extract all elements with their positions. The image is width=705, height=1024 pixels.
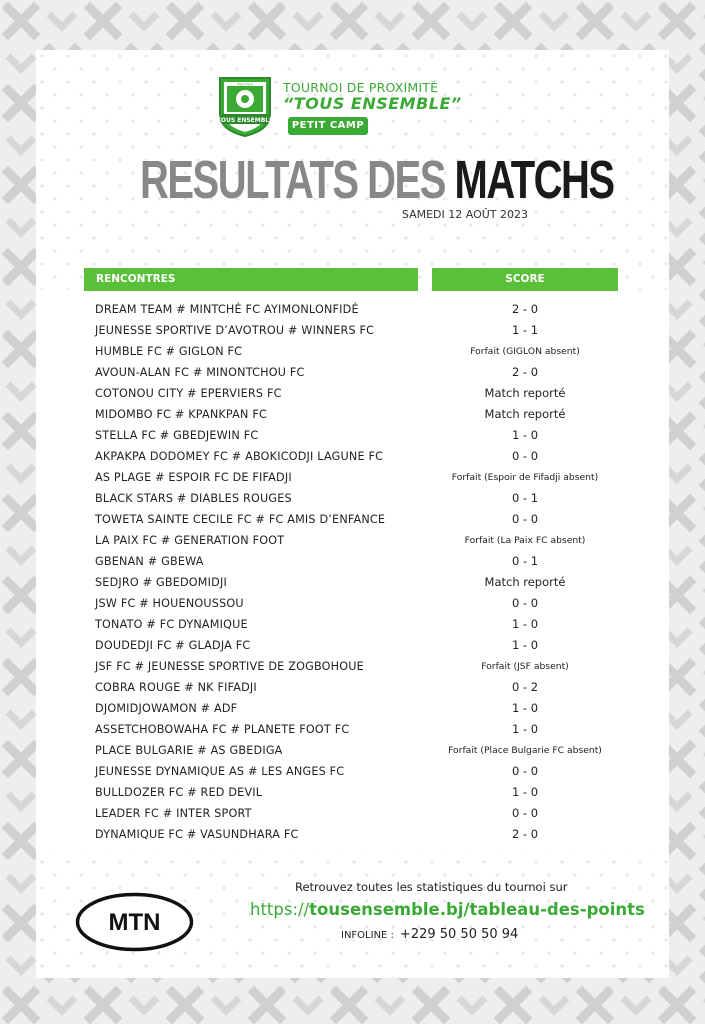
match-score: 2 - 0 [432,825,618,844]
svg-text:TOUS ENSEMBLE: TOUS ENSEMBLE [216,117,274,124]
match-score: 0 - 0 [432,594,618,613]
match-name: STELLA FC # GBEDJEWIN FC [84,426,418,445]
table-row [84,300,618,321]
match-name: MIDOMBO FC # KPANKPAN FC [84,405,418,424]
table-row [84,552,618,573]
match-score: 0 - 1 [432,489,618,508]
table-row [84,447,618,468]
match-name: LA PAIX FC # GENERATION FOOT [84,531,418,550]
match-score: 2 - 0 [432,300,618,319]
title-part-1: RESULTATS DES [140,150,455,210]
table-row [84,342,618,363]
table-row [84,699,618,720]
svg-text:Tournoi: Tournoi [237,81,253,87]
logo-line-1: TOURNOI DE PROXIMITÉ [283,80,439,95]
tournament-logo [214,74,276,138]
table-row [84,363,618,384]
infoline [341,927,518,942]
url-main: tousensemble.bj/tableau-des-points [309,900,645,919]
match-score: 1 - 1 [432,321,618,340]
match-score: 2 - 0 [432,363,618,382]
match-score: Match reporté [432,573,618,592]
match-score: Forfait (La Paix FC absent) [432,531,618,550]
title-part-2: MATCHS [454,150,614,210]
logo-line-2: “TOUS ENSEMBLE” [283,94,462,113]
match-score: 0 - 0 [432,762,618,781]
table-row [84,321,618,342]
match-name: AKPAKPA DODOMEY FC # ABOKICODJI LAGUNE FC [84,447,418,466]
match-name: TOWETA SAINTE CECILE FC # FC AMIS D’ENFANCE [84,510,418,529]
match-score: Match reporté [432,405,618,424]
match-score: 0 - 1 [432,552,618,571]
table-row [84,636,618,657]
match-name: HUMBLE FC # GIGLON FC [84,342,418,361]
header-rencontres: RENCONTRES [84,268,418,291]
page-title [140,150,614,210]
match-score: 1 - 0 [432,699,618,718]
match-name: COBRA ROUGE # NK FIFADJI [84,678,418,697]
match-name: DJOMIDJOWAMON # ADF [84,699,418,718]
header-score: SCORE [432,268,618,291]
match-score: 1 - 0 [432,615,618,634]
match-score: Forfait (Espoir de Fifadji absent) [432,468,618,487]
mtn-logo [75,892,194,952]
svg-text:MTN: MTN [108,909,161,936]
match-score: 0 - 0 [432,447,618,466]
match-name: PLACE BULGARIE # AS GBEDIGA [84,741,418,760]
results-table [84,300,618,846]
match-score: Forfait (JSF absent) [432,657,618,676]
table-row [84,762,618,783]
match-score: 0 - 0 [432,804,618,823]
table-row [84,741,618,762]
match-name: BLACK STARS # DIABLES ROUGES [84,489,418,508]
match-name: ASSETCHOBOWAHA FC # PLANETE FOOT FC [84,720,418,739]
table-row [84,531,618,552]
match-score: Forfait (Place Bulgarie FC absent) [432,741,618,760]
match-name: BULLDOZER FC # RED DEVIL [84,783,418,802]
stats-link[interactable] [250,900,645,919]
match-name: SEDJRO # GBEDOMIDJI [84,573,418,592]
table-row [84,594,618,615]
url-prefix: https:// [250,900,310,919]
table-row [84,573,618,594]
match-score: 1 - 0 [432,426,618,445]
table-row [84,405,618,426]
table-row [84,720,618,741]
match-name: COTONOU CITY # EPERVIERS FC [84,384,418,403]
table-row [84,510,618,531]
match-score: Forfait (GIGLON absent) [432,342,618,361]
table-row [84,426,618,447]
table-row [84,384,618,405]
match-name: AS PLAGE # ESPOIR FC DE FIFADJI [84,468,418,487]
match-name: DOUDEDJI FC # GLADJA FC [84,636,418,655]
table-row [84,489,618,510]
match-name: LEADER FC # INTER SPORT [84,804,418,823]
table-row [84,804,618,825]
match-date: SAMEDI 12 AOÛT 2023 [401,208,528,221]
table-row [84,783,618,804]
match-name: JEUNESSE DYNAMIQUE AS # LES ANGES FC [84,762,418,781]
match-name: JSF FC # JEUNESSE SPORTIVE DE ZOGBOHOUE [84,657,418,676]
match-name: DYNAMIQUE FC # VASUNDHARA FC [84,825,418,844]
table-row [84,678,618,699]
match-name: GBENAN # GBEWA [84,552,418,571]
match-score: 0 - 2 [432,678,618,697]
match-name: TONATO # FC DYNAMIQUE [84,615,418,634]
table-row [84,468,618,489]
table-row [84,825,618,846]
table-row [84,657,618,678]
match-name: DREAM TEAM # MINTCHÉ FC AYIMONLONFIDÉ [84,300,418,319]
match-score: 0 - 0 [432,510,618,529]
table-row [84,615,618,636]
match-score: 1 - 0 [432,783,618,802]
match-score: 1 - 0 [432,720,618,739]
match-name: AVOUN-ALAN FC # MINONTCHOU FC [84,363,418,382]
match-name: JSW FC # HOUENOUSSOU [84,594,418,613]
infoline-label: INFOLINE : [341,930,394,941]
match-name: JEUNESSE SPORTIVE D’AVOTROU # WINNERS FC [84,321,418,340]
match-score: 1 - 0 [432,636,618,655]
infoline-phone: +229 50 50 50 94 [399,927,519,942]
footer-text: Retrouvez toutes les statistiques du tournoi sur [295,880,568,894]
match-score: Match reporté [432,384,618,403]
logo-pill: PETIT CAMP [288,117,368,135]
